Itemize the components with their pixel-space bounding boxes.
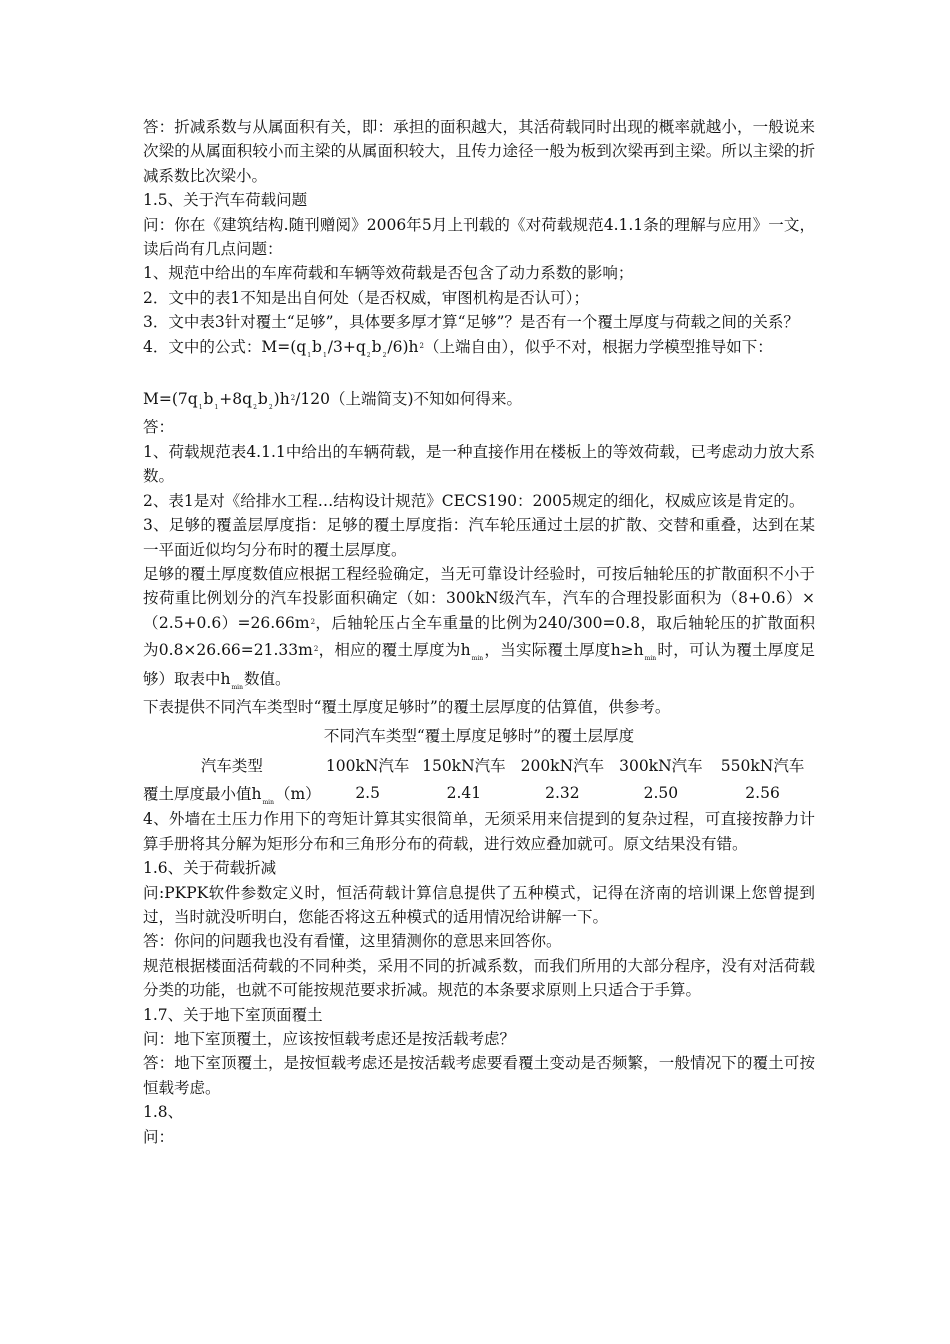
answer-paragraph: 答：折减系数与从属面积有关，即：承担的面积越大，其活荷载同时出现的概率就越小，一般说来次梁的从属面积较小而主梁的从属面积较大，且传力途径一般为板到次梁再到主梁。所以主梁的折减系数比次梁小。 — [143, 118, 815, 185]
answer-paragraph: 答：你问的问题我也没有看懂，这里猜测你的意思来回答你。 — [143, 932, 562, 951]
answer-item-2: 2、表1是对《给排水工程…结构设计规范》CECS190：2005规定的细化，权威应该是肯定的。 — [143, 491, 805, 510]
section-heading-1-5: 1.5、关于汽车荷载问题 — [143, 191, 308, 210]
question-item-1: 1、规范中给出的车库荷载和车辆等效荷载是否包含了动力系数的影响； — [143, 264, 634, 283]
table-header-label: 汽车类型 — [200, 757, 263, 776]
question-item-3: 3．文中表3针对覆土“足够”，具体要多厚才算“足够”？是否有一个覆土厚度与荷载之间的关系？ — [143, 313, 799, 332]
table-row — [143, 779, 815, 807]
question-paragraph: 问:PKPK软件参数定义时，恒活荷载计算信息提供了五种模式，记得在济南的培训课上您曾提到过，当时就没听明白，您能否将这五种模式的适用情况给讲解一下。 — [143, 883, 815, 926]
blank-line — [143, 363, 815, 387]
table-header-row — [143, 751, 815, 779]
table-cell: 2.50 — [643, 784, 679, 803]
table-cell: 2.32 — [545, 784, 580, 803]
section-heading-1-7: 1.7、关于地下室顶面覆土 — [143, 1005, 323, 1024]
table-cell: 2.41 — [446, 784, 482, 803]
table-column-header: 200kN汽车 — [520, 757, 605, 776]
document-body — [143, 115, 815, 1149]
formula-line-2: $M=(7q_1b_1+8q_2b_2)h^2/120$（上端简支)不知如何得来。 — [143, 390, 523, 412]
table-intro: 下表提供不同汽车类型时“覆土厚度足够时”的覆土层厚度的估算值，供参考。 — [143, 697, 671, 716]
body-paragraph: 规范根据楼面活荷载的不同种类，采用不同的折减系数，而我们所用的大部分程序，没有对活荷载分类的功能，也就不可能按规范要求折减。规范的本条要求原则上只适合于手算。 — [143, 956, 815, 1000]
answer-item-4: 4、外墙在土压力作用下的弯矩计算其实很简单，无须采用来信提到的复杂过程，可直接按静力计算手册将其分解为矩形分布和三角形分布的荷载，进行效应叠加就可。原文结果没有错。 — [143, 810, 815, 853]
question-paragraph: 问：你在《建筑结构.随刊赠阅》2006年5月上刊载的《对荷载规范4.1.1条的理解与应用》一文，读后尚有几点问题： — [143, 215, 815, 259]
question-paragraph: 问：地下室顶覆土，应该按恒载考虑还是按活载考虑？ — [143, 1030, 516, 1048]
question-item-2: 2．文中的表1不知是出自何处（是否权威，审图机构是否认可）； — [143, 288, 589, 307]
cover-depth-table — [143, 751, 815, 807]
table-row-label: 覆土厚度最小值$h_{min}(m)$ — [143, 785, 321, 807]
section-heading-1-6: 1.6、关于荷载折减 — [143, 859, 277, 878]
calculation-paragraph: 足够的覆土厚度数值应根据工程经验确定，当无可靠设计经验时，可按后轴轮压的扩散面积不小于按荷重比例划分的汽车投影面积确定（如：300kN级汽车，汽车的合理投影面积为$(8+0.6)\times(2.5+0.6)=26.66m^2$，后轴轮压占全车重量的比例为240/300=0.8，取后轴轮压的扩散面积为$0.8\times 26.66=21.33m^2$，相应的覆土厚度为$h_{min}$，当实际覆土厚度$h\ge h_{min}$时，可认为覆土厚度足够）取表中$h_{min}$数值。 — [143, 564, 815, 691]
section-heading-1-8: 1.8、 — [143, 1103, 184, 1122]
formula-line-1: 4．文中的公式：$M=(q_1b_1/3+q_2b_2/6)h^2$（上端自由），似乎不对，根据力学模型推导如下： — [143, 337, 773, 359]
answer-item-3: 3、足够的覆盖层厚度指：足够的覆土厚度指：汽车轮压通过土层的扩散、交替和重叠，达到在某一平面近似均匀分布时的覆土层厚度。 — [143, 516, 815, 559]
table-column-header: 300kN汽车 — [619, 757, 703, 776]
answer-paragraph: 答：地下室顶覆土，是按恒载考虑还是按活载考虑要看覆土变动是否频繁，一般情况下的覆土可按恒载考虑。 — [143, 1054, 815, 1097]
table-column-header: 100kN汽车 — [325, 757, 410, 776]
answer-item-1: 1、荷载规范表4.1.1中给出的车辆荷载，是一种直接作用在楼板上的等效荷载，已考虑动力放大系数。 — [143, 442, 815, 486]
table-cell: 2.5 — [355, 784, 380, 803]
table-cell: 2.56 — [745, 784, 780, 803]
answer-label: 答： — [143, 418, 175, 437]
table-column-header: 150kN汽车 — [422, 757, 506, 776]
table-column-header: 550kN汽车 — [720, 757, 805, 776]
question-label: 问： — [143, 1127, 175, 1146]
table-title: 不同汽车类型“覆土厚度足够时”的覆土层厚度 — [323, 727, 635, 746]
